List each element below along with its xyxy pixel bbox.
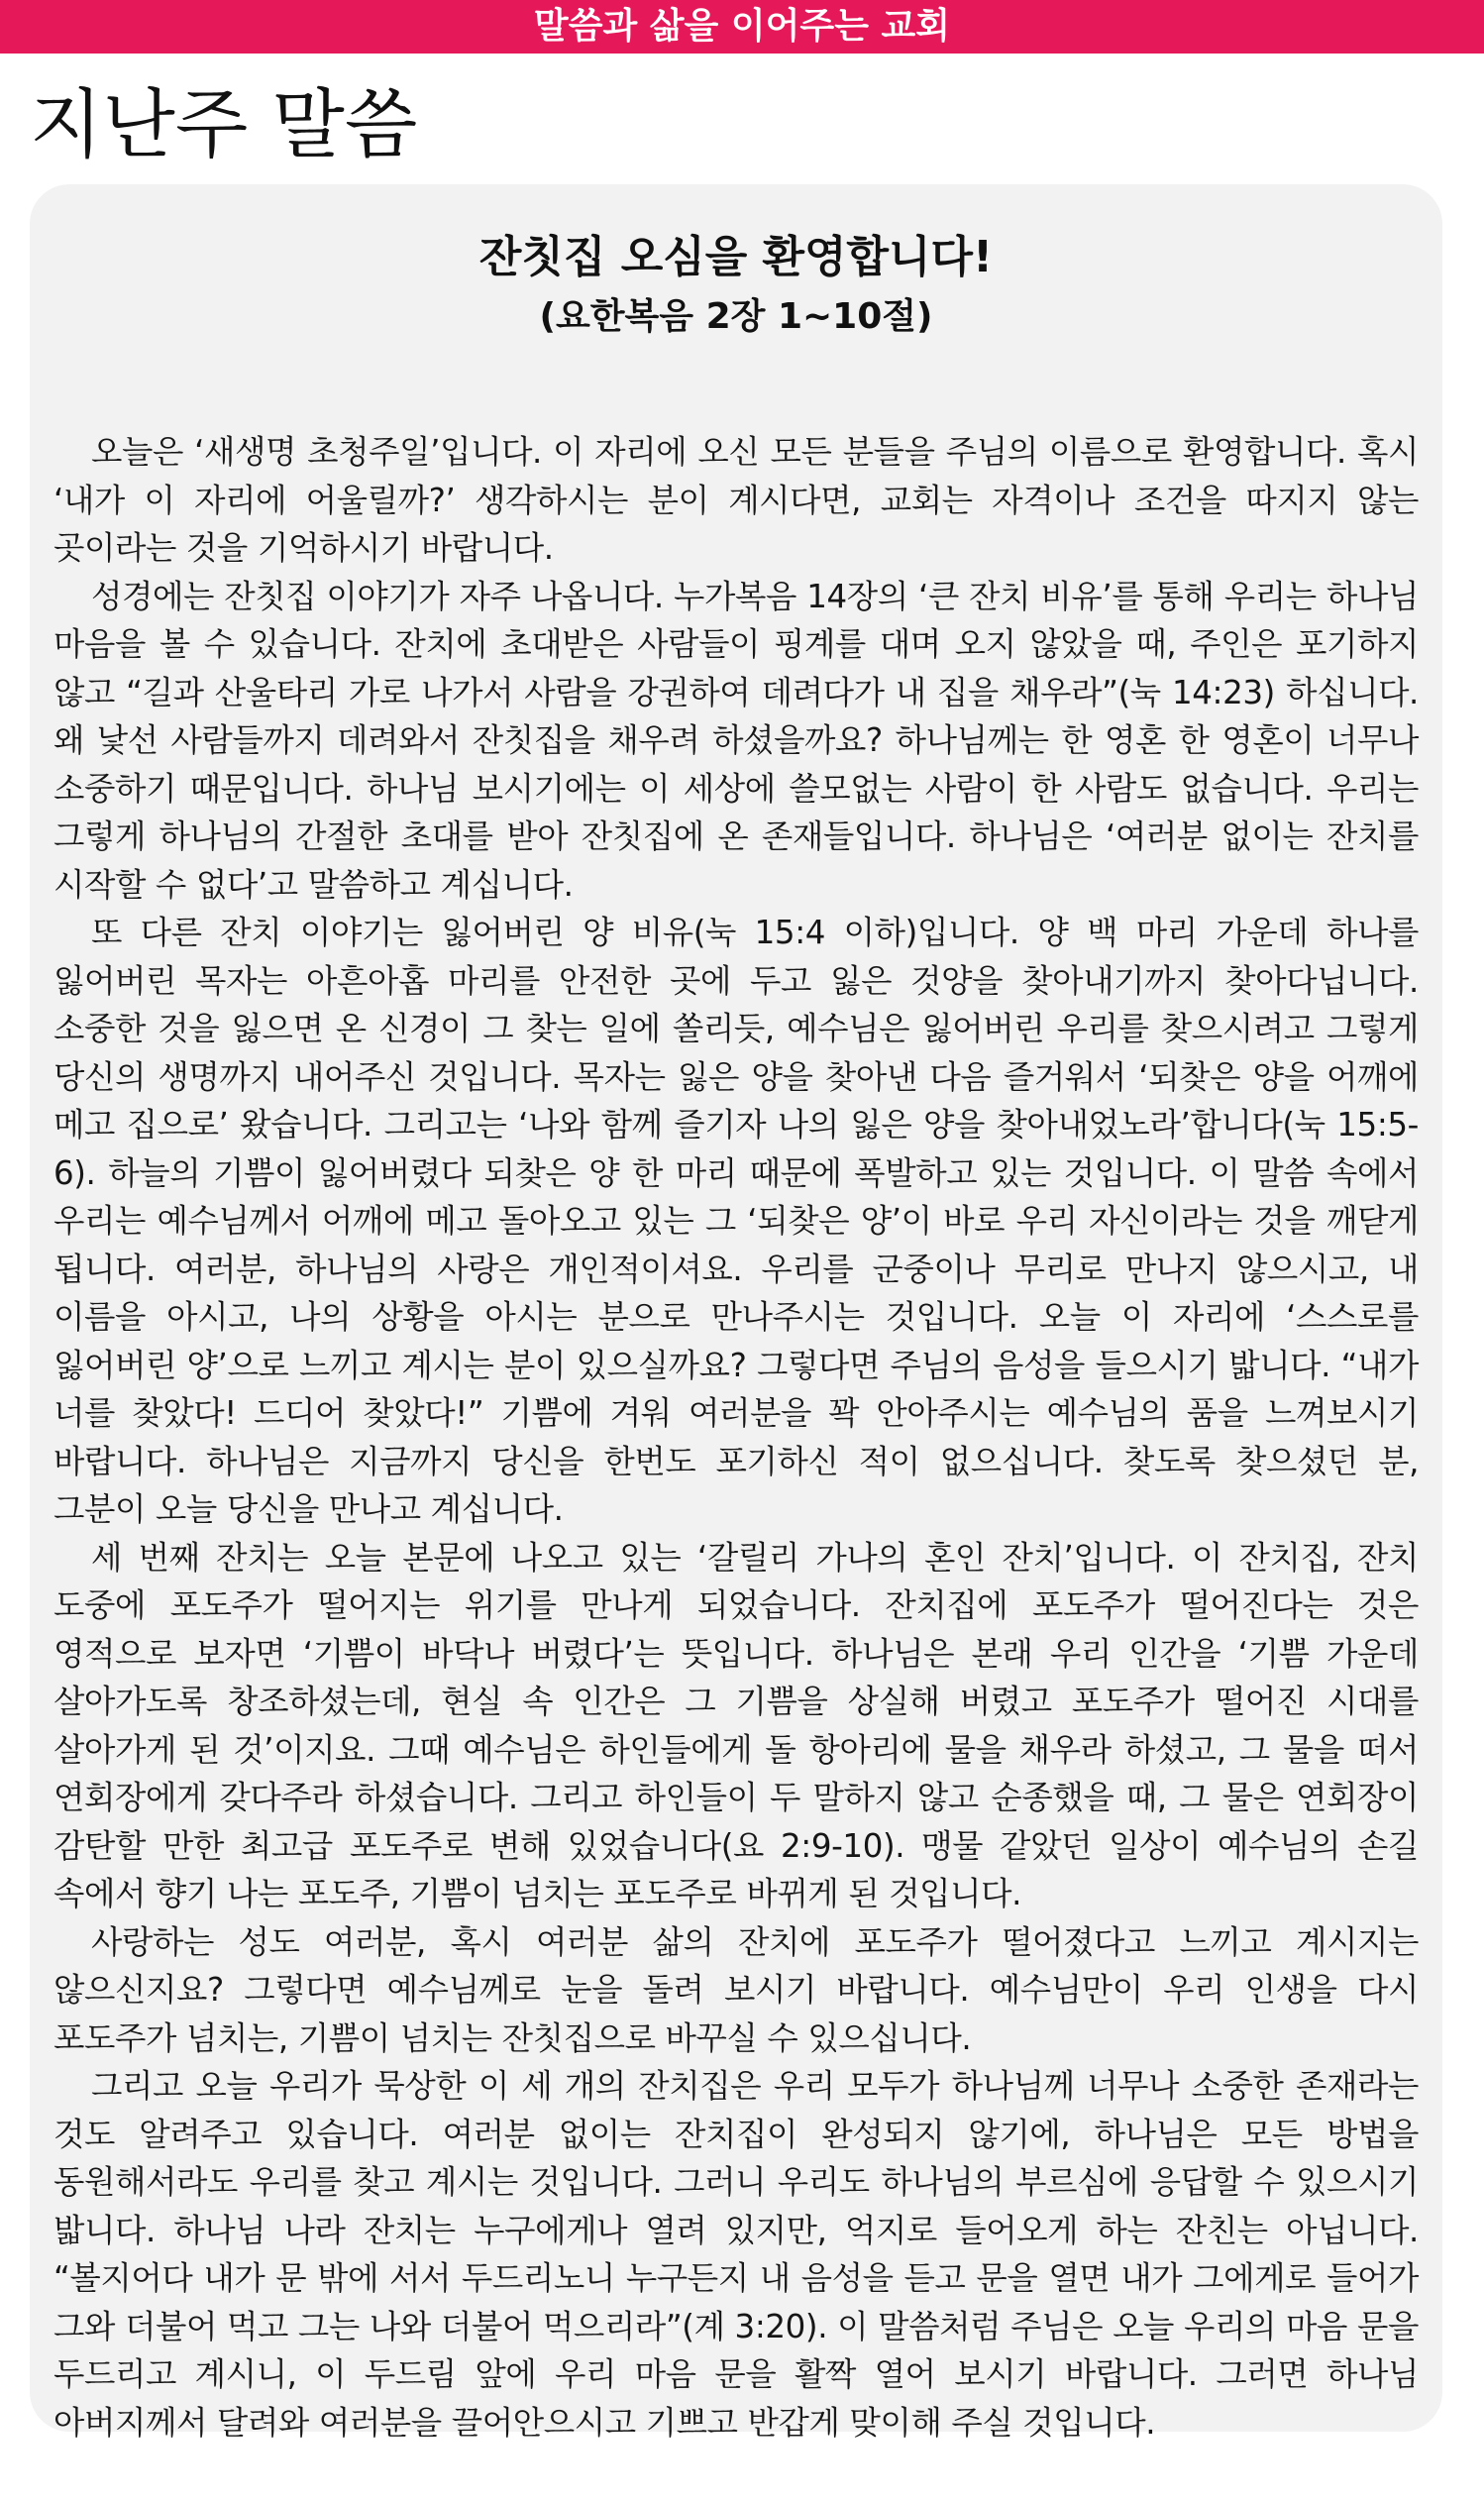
sermon-paragraph: 오늘은 ‘새생명 초청주일’입니다. 이 자리에 오신 모든 분들을 주님의 이름으로 환영합니다. 혹시 ‘내가 이 자리에 어울릴까?’ 생각하시는 분이 계시다면, 교회는 자격이나 조건을 따지지 않는 곳이라는 것을 기억하시기 바랍니다. bbox=[53, 433, 1419, 567]
sermon-paragraph: 그리고 오늘 우리가 묵상한 이 세 개의 잔치집은 우리 모두가 하나님께 너무나 소중한 존재라는 것도 알려주고 있습니다. 여러분 없이는 잔치집이 완성되지 않기에, 하나님은 모든 방법을 동원해서라도 우리를 찾고 계시는 것입니다. 그러니 우리도 하나님의 부르심에 응답할 수 있으시기 밟니다. 하나님 나라 잔치는 누구에게나 열려 있지만, 억지로 들어오게 하는 잔친는 아닙니다. “볼지어다 내가 문 밖에 서서 두드리노니 누구든지 내 음성을 듣고 문을 열면 내가 그에게로 들어가 그와 더불어 먹고 그는 나와 더불어 먹으리라”(계 3:20). 이 말씀처럼 주님은 오늘 우리의 마음 문을 두드리고 계시니, 이 두드림 앞에 우리 마음 문을 활짝 열어 보시기 바랍니다. 그러면 하나님 아버지께서 달려와 여러분을 끌어안으시고 기쁘고 반갑게 맞이해 주실 것입니다. bbox=[53, 2067, 1419, 2442]
scripture-reference: (요한복음 2장 1~10절) bbox=[539, 296, 933, 337]
church-banner: 말씀과 삶을 이어주는 교회 bbox=[0, 0, 1484, 54]
section-title: 지난주 말씀 bbox=[30, 80, 418, 168]
sermon-body bbox=[53, 428, 1419, 2447]
sermon-paragraph: 사랑하는 성도 여러분, 혹시 여러분 삶의 잔치에 포도주가 떨어졌다고 느끼고 계시지는 않으신지요? 그렇다면 예수님께로 눈을 돌려 보시기 바랍니다. 예수님만이 우리 인생을 다시 포도주가 넘치는, 기쁨이 넘치는 잔칫집으로 바꾸실 수 있으십니다. bbox=[53, 1922, 1419, 2057]
sermon-paragraph: 성경에는 잔칫집 이야기가 자주 나옵니다. 누가복음 14장의 ‘큰 잔치 비유’를 통해 우리는 하나님 마음을 볼 수 있습니다. 잔치에 초대받은 사람들이 핑계를 대며 오지 않았을 때, 주인은 포기하지 않고 “길과 산울타리 가로 나가서 사람을 강권하여 데려다가 내 집을 채우라”(눅 14:23) 하십니다. 왜 낯선 사람들까지 데려와서 잔칫집을 채우려 하셨을까요? 하나님께는 한 영혼 한 영혼이 너무나 소중하기 때문입니다. 하나님 보시기에는 이 세상에 쓸모없는 사람이 한 사람도 없습니다. 우리는 그렇게 하나님의 간절한 초대를 받아 잔칫집에 온 존재들입니다. 하나님은 ‘여러분 없이는 잔치를 시작할 수 없다’고 말씀하고 계십니다. bbox=[53, 577, 1419, 904]
sermon-box bbox=[30, 184, 1442, 2442]
sermon-paragraph: 또 다른 잔치 이야기는 잃어버린 양 비유(눅 15:4 이하)입니다. 양 백 마리 가운데 하나를 잃어버린 목자는 아흔아홉 마리를 안전한 곳에 두고 잃은 것양을 찾아내기까지 찾아다닙니다. 소중한 것을 잃으면 온 신경이 그 찾는 일에 쏠리듯, 예수님은 잃어버린 우리를 찾으시려고 그렇게 당신의 생명까지 내어주신 것입니다. 목자는 잃은 양을 찾아낸 다음 즐거워서 ‘되찾은 양을 어깨에 메고 집으로’ 왔습니다. 그리고는 ‘나와 함께 즐기자 나의 잃은 양을 찾아내었노라’합니다(눅 15:5-6). 하늘의 기쁨이 잃어버렸다 되찾은 양 한 마리 때문에 폭발하고 있는 것입니다. 이 말씀 속에서 우리는 예수님께서 어깨에 메고 돌아오고 있는 그 ‘되찾은 양’이 바로 우리 자신이라는 것을 깨닫게 됩니다. 여러분, 하나님의 사랑은 개인적이셔요. 우리를 군중이나 무리로 만나지 않으시고, 내 이름을 아시고, 나의 상황을 아시는 분으로 만나주시는 것입니다. 오늘 이 자리에 ‘스스로를 잃어버린 양’으로 느끼고 계시는 분이 있으실까요? 그렇다면 주님의 음성을 들으시기 밟니다. “내가 너를 찾았다! 드디어 찾았다!” 기쁨에 겨워 여러분을 꽉 안아주시는 예수님의 품을 느껴보시기 바랍니다. 하나님은 지금까지 당신을 한번도 포기하신 적이 없으십니다. 찾도록 찾으셨던 분, 그분이 오늘 당신을 만나고 계십니다. bbox=[53, 914, 1419, 1528]
sermon-title: 잔칫집 오심을 환영합니다! bbox=[478, 232, 994, 282]
sermon-paragraph: 세 번째 잔치는 오늘 본문에 나오고 있는 ‘갈릴리 가나의 혼인 잔치’입니다. 이 잔치집, 잔치 도중에 포도주가 떨어지는 위기를 만나게 되었습니다. 잔치집에 포도주가 떨어진다는 것은 영적으로 보자면 ‘기쁨이 바닥나 버렸다’는 뜻입니다. 하나님은 본래 우리 인간을 ‘기쁨 가운데 살아가도록 창조하셨는데, 현실 속 인간은 그 기쁨을 상실해 버렸고 포도주가 떨어진 시대를 살아가게 된 것’이지요. 그때 예수님은 하인들에게 돌 항아리에 물을 채우라 하셨고, 그 물을 떠서 연회장에게 갖다주라 하셨습니다. 그리고 하인들이 두 말하지 않고 순종했을 때, 그 물은 연회장이 감탄할 만한 최고급 포도주로 변해 있었습니다(요 2:9-10). 맹물 같았던 일상이 예수님의 손길 속에서 향기 나는 포도주, 기쁨이 넘치는 포도주로 바뀌게 된 것입니다. bbox=[53, 1538, 1419, 1912]
